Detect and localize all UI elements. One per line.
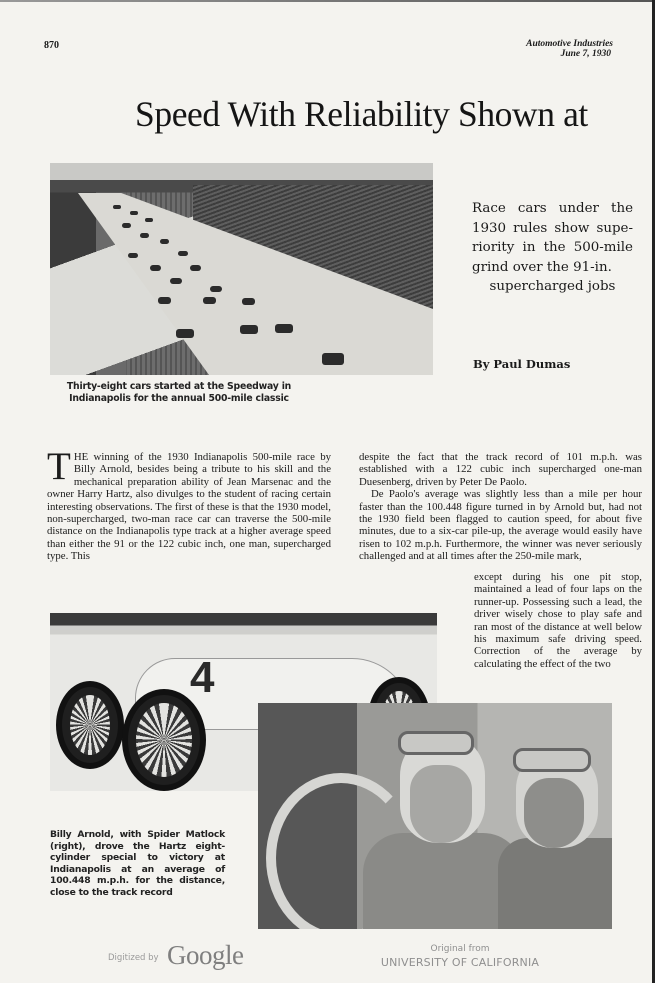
deck-line: 1930 rules show supe- xyxy=(472,220,633,236)
publication-name: Automotive Industries xyxy=(526,39,613,49)
race-car xyxy=(240,325,258,334)
deck-line: supercharged jobs xyxy=(489,279,616,295)
article-headline: Speed With Reliability Shown at xyxy=(135,94,588,134)
drivers-portrait-photo xyxy=(258,703,612,929)
original-source xyxy=(379,944,541,970)
race-car xyxy=(128,253,138,258)
race-car xyxy=(160,239,169,244)
race-start-photo xyxy=(50,163,433,375)
mechanic-jacket xyxy=(498,838,612,929)
drop-cap: T xyxy=(47,445,71,488)
driver-face xyxy=(410,765,472,843)
race-car xyxy=(158,297,171,304)
deck-line: grind over the 91-in. xyxy=(472,259,612,275)
winner-caption: Billy Arnold, with Spider Matlock (right), drove the Hartz eight-cylinder special to victory at Indianapolis at an average of 100.448 m.p.h. for the distance, close to the track record xyxy=(50,829,225,898)
race-car xyxy=(178,251,188,256)
race-car xyxy=(203,297,216,304)
race-car xyxy=(150,265,161,271)
body-column-right xyxy=(359,451,642,563)
digitized-by-label: Digitized by xyxy=(108,953,159,963)
race-car xyxy=(140,233,149,238)
body-column-narrow: except during his one pit stop, maintained a lead of four laps on the runner-up. Possessing such a lead, the driver wisely chose to play safe and ran most of the distance at well below his maximum safe driving speed. Correction of the average by calculating the effect of the two xyxy=(474,571,642,670)
race-car xyxy=(242,298,255,305)
car-wheel xyxy=(56,681,124,769)
race-car xyxy=(113,205,121,209)
race-car xyxy=(275,324,293,333)
goggles-icon xyxy=(398,731,474,755)
race-car xyxy=(322,353,344,365)
race-car xyxy=(145,218,153,222)
deck-line: Race cars under the xyxy=(472,201,633,216)
google-logo: Google xyxy=(167,940,244,970)
running-head xyxy=(526,39,613,59)
car-number: 4 xyxy=(190,653,215,702)
mechanic-face xyxy=(524,778,584,848)
institution-name: UNIVERSITY OF CALIFORNIA xyxy=(380,956,540,969)
original-from-label: Original from xyxy=(430,944,490,954)
race-car xyxy=(130,211,138,215)
body-column-left xyxy=(47,445,331,563)
race-start-caption: Thirty-eight cars started at the Speedway in Indianapolis for the annual 500-mile classic xyxy=(66,381,292,404)
race-car xyxy=(190,265,201,271)
page-number: 870 xyxy=(44,40,59,51)
goggles-icon xyxy=(513,748,591,772)
body-paragraph: De Paolo's average was slightly less than a mile per hour faster than the 100.448 figure turned in by Arnold but, had not the 1930 field been flagged to caution speed, for about five minutes, due to a six-car pile-up, the average would easily have risen to 102 m.p.h. Furthermore, the winner was never seriously challenged and at all times after the 250-mile mark, xyxy=(359,488,642,563)
body-paragraph: despite the fact that the track record of 101 m.p.h. was established with a 122 cubic inch supercharged one-man Duesenberg, driven by Peter De Paolo. xyxy=(359,451,642,488)
race-car xyxy=(210,286,222,292)
page-top-edge xyxy=(0,0,655,2)
race-car xyxy=(122,223,131,228)
body-paragraph: HE winning of the 1930 Indianapolis 500-mile race by Billy Arnold, besides being a tribute to his skill and the mechanical preparation ability of Jean Marsenac and the owner Harry Hartz, also divulges to the student of racing certain interesting observations. The first of these is that the 1930 model, non-supercharged, two-man race car can traverse the 500-mile distance on the Indianapolis type track at a higher average speed than either the 91 or the 122 cubic inch, one man, supercharged type. This xyxy=(47,451,331,563)
deck-line: riority in the 500-mile xyxy=(472,240,633,256)
race-car xyxy=(176,329,194,338)
race-car xyxy=(170,278,182,284)
article-deck xyxy=(472,199,633,297)
byline: By Paul Dumas xyxy=(473,357,571,371)
publication-date: June 7, 1930 xyxy=(560,49,611,59)
car-wheel xyxy=(122,689,206,791)
